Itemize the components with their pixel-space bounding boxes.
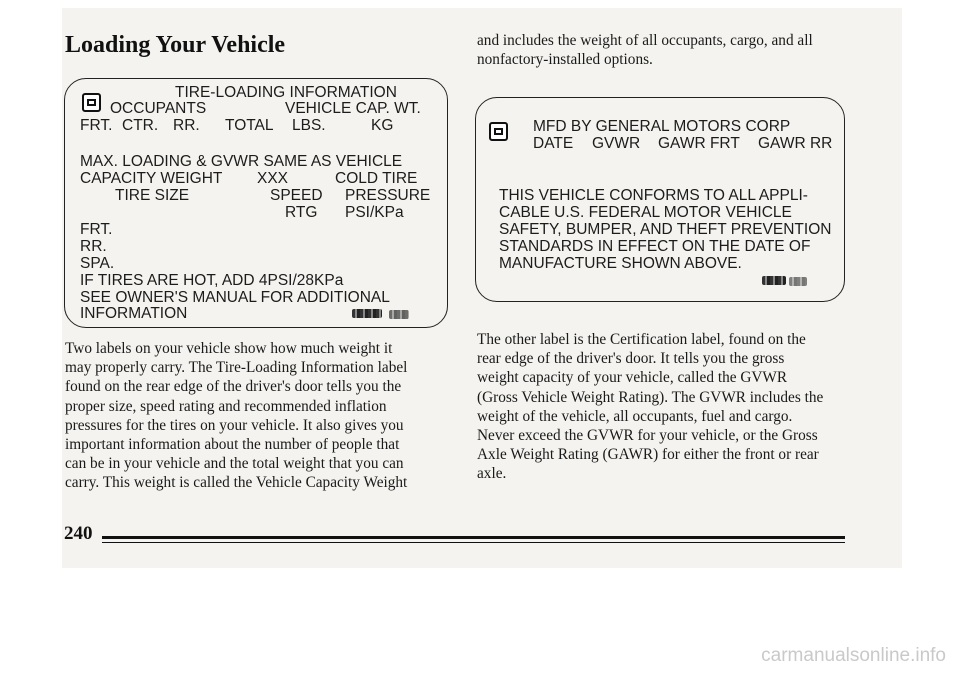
site-watermark: carmanualsonline.info xyxy=(761,645,946,666)
tire-label-xxx: XXX xyxy=(257,170,289,187)
label-stamp-mark xyxy=(762,276,786,285)
cert-label-mfd: MFD BY GENERAL MOTORS CORP xyxy=(533,118,791,135)
page-heading: Loading Your Vehicle xyxy=(65,32,286,58)
tire-label-occupants: OCCUPANTS xyxy=(110,100,207,117)
tire-label-rtg: RTG xyxy=(285,204,318,221)
tire-label-psi-kpa: PSI/KPa xyxy=(345,204,404,221)
tire-loading-label xyxy=(64,78,448,328)
tire-label-see-manual: SEE OWNER'S MANUAL FOR ADDITIONAL xyxy=(80,289,390,306)
tire-label-capacity-weight: CAPACITY WEIGHT xyxy=(80,170,223,187)
tire-label-hot-tires: IF TIRES ARE HOT, ADD 4PSI/28KPa xyxy=(80,272,344,289)
certification-label xyxy=(475,97,845,302)
label-stamp-mark xyxy=(352,309,382,318)
tire-label-lbs: LBS. xyxy=(292,117,326,134)
cert-label-standards: STANDARDS IN EFFECT ON THE DATE OF xyxy=(499,238,811,255)
tire-label-tire-size: TIRE SIZE xyxy=(115,187,190,204)
tire-label-total: TOTAL xyxy=(225,117,274,134)
tire-label-cold-tire: COLD TIRE xyxy=(335,170,418,187)
cert-label-conforms: THIS VEHICLE CONFORMS TO ALL APPLI- xyxy=(499,187,808,204)
tire-label-rr: RR. xyxy=(173,117,200,134)
tire-label-ctr: CTR. xyxy=(122,117,159,134)
footer-rule-thin xyxy=(102,542,845,543)
tire-label-vehicle-cap: VEHICLE CAP. WT. xyxy=(285,100,421,117)
gm-logo-icon xyxy=(82,93,101,112)
cert-label-gvwr: GVWR xyxy=(592,135,641,152)
left-paragraph: Two labels on your vehicle show how much weight it may properly carry. The Tire-Loading Information label found on the rear edge of the driver's door tells you the proper size, speed rating and recommended inflation pressures for the tires on your vehicle. It also gives you important information about the number of people that can be in your vehicle and the total weight that you can carry. This weight is called the Vehicle Capacity Weight xyxy=(65,340,408,492)
cert-label-federal: CABLE U.S. FEDERAL MOTOR VEHICLE xyxy=(499,204,792,221)
label-stamp-mark xyxy=(389,310,409,319)
tire-label-pressure: PRESSURE xyxy=(345,187,431,204)
tire-label-max-loading: MAX. LOADING & GVWR SAME AS VEHICLE xyxy=(80,153,403,170)
cert-label-date: DATE xyxy=(533,135,574,152)
cert-label-gawr-frt: GAWR FRT xyxy=(658,135,740,152)
right-paragraph: The other label is the Certification label, found on the rear edge of the driver's door. It tells you the gross weight capacity of your vehicle, called the GVWR (Gross Vehicle Weight Rating). The GVWR includes the weight of the vehicle, all occupants, fuel and cargo. Never exceed the GVWR for your vehicle, or the Gross Axle Weight Rating (GAWR) for either the front or rear axle. xyxy=(477,331,824,483)
tire-label-title: TIRE-LOADING INFORMATION xyxy=(175,84,397,101)
footer-rule xyxy=(102,536,845,539)
cert-label-gawr-rr: GAWR RR xyxy=(758,135,833,152)
tire-label-row-frt: FRT. xyxy=(80,221,113,238)
right-intro-text: and includes the weight of all occupants, cargo, and all nonfactory-installed options. xyxy=(477,32,813,69)
tire-label-frt: FRT. xyxy=(80,117,113,134)
label-stamp-mark xyxy=(789,277,807,286)
cert-label-safety: SAFETY, BUMPER, AND THEFT PREVENTION xyxy=(499,221,832,238)
cert-label-manufacture: MANUFACTURE SHOWN ABOVE. xyxy=(499,255,742,272)
tire-label-information: INFORMATION xyxy=(80,305,188,322)
gm-logo-icon xyxy=(489,122,508,141)
tire-label-row-spa: SPA. xyxy=(80,255,115,272)
page-number: 240 xyxy=(64,523,93,544)
tire-label-kg: KG xyxy=(371,117,394,134)
tire-label-row-rr: RR. xyxy=(80,238,107,255)
tire-label-speed: SPEED xyxy=(270,187,323,204)
